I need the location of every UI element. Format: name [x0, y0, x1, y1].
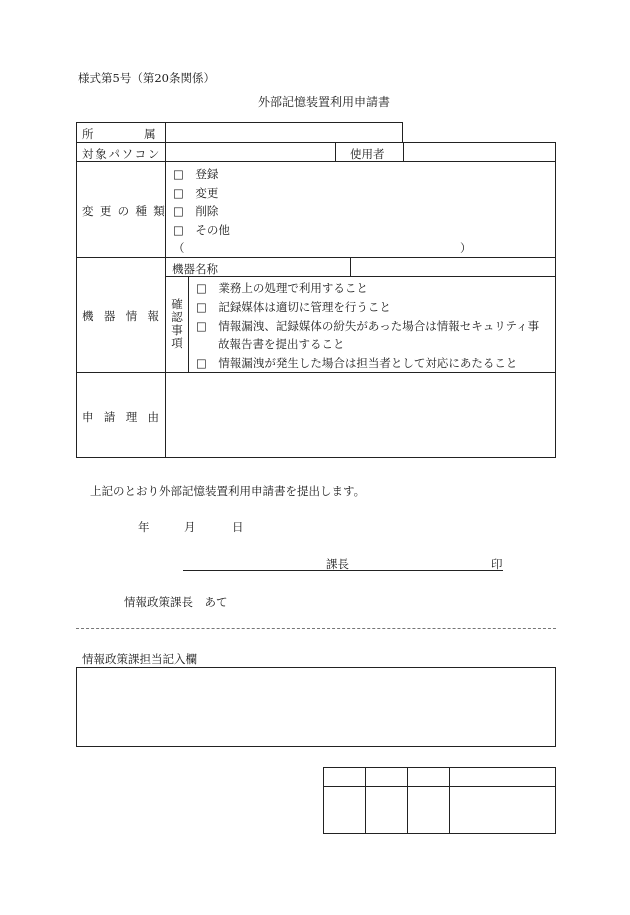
affiliation-label: 所 属 — [82, 127, 165, 141]
target-pc-field[interactable] — [168, 143, 333, 161]
other-detail-field[interactable] — [188, 239, 456, 255]
confirm-item-incident-report[interactable]: □ 情報漏洩、記録媒体の紛失があった場合は情報セキュリティ事 — [196, 319, 540, 333]
stamp-cell-4[interactable] — [450, 787, 555, 833]
other-close-paren: ） — [460, 241, 472, 255]
target-pc-label: 対象パソコン — [82, 147, 162, 161]
affiliation-field[interactable] — [168, 123, 400, 142]
confirm-label: 確認事項 — [171, 297, 183, 350]
signature-title: 課長 — [326, 557, 349, 571]
other-open-paren: （ — [173, 241, 185, 255]
submission-statement: 上記のとおり外部記憶装置利用申請書を提出します。 — [90, 484, 366, 498]
seal-mark: 印 — [491, 557, 503, 571]
date-year: 年 — [138, 520, 150, 534]
cut-line-divider — [76, 628, 556, 629]
date-day: 日 — [232, 520, 244, 534]
stamp-cell-3[interactable] — [408, 787, 448, 833]
signature-line[interactable] — [183, 570, 503, 571]
office-section-box[interactable] — [76, 667, 556, 747]
change-option-other[interactable]: □ その他 — [173, 223, 230, 237]
device-name-field[interactable] — [353, 258, 553, 276]
confirm-item-media-management[interactable]: □ 記録媒体は適切に管理を行うこと — [196, 300, 391, 314]
change-type-label: 変更の種類 — [82, 204, 172, 218]
reason-label: 申請理由 — [82, 410, 170, 424]
office-section-label: 情報政策課担当記入欄 — [82, 652, 197, 666]
change-option-register[interactable]: □ 登録 — [173, 167, 219, 181]
form-number: 様式第5号（第20条関係） — [78, 71, 215, 85]
confirm-item-incident-report-cont: 故報告書を提出すること — [218, 337, 345, 351]
stamp-cell-2[interactable] — [366, 787, 406, 833]
form-title: 外部記憶装置利用申請書 — [258, 95, 391, 109]
change-option-change[interactable]: □ 変更 — [173, 186, 219, 200]
reason-field[interactable] — [168, 374, 554, 456]
user-label: 使用者 — [350, 147, 385, 161]
date-month: 月 — [184, 520, 196, 534]
stamp-cell-1[interactable] — [324, 787, 364, 833]
device-info-label: 機器情報 — [82, 309, 170, 323]
device-name-label: 機器名称 — [172, 262, 218, 276]
confirm-item-business-use[interactable]: □ 業務上の処理で利用すること — [196, 281, 368, 295]
user-field[interactable] — [406, 143, 554, 161]
addressee: 情報政策課長 あて — [124, 595, 228, 609]
change-option-delete[interactable]: □ 削除 — [173, 204, 219, 218]
confirm-item-leak-response[interactable]: □ 情報漏洩が発生した場合は担当者として対応にあたること — [196, 356, 518, 370]
